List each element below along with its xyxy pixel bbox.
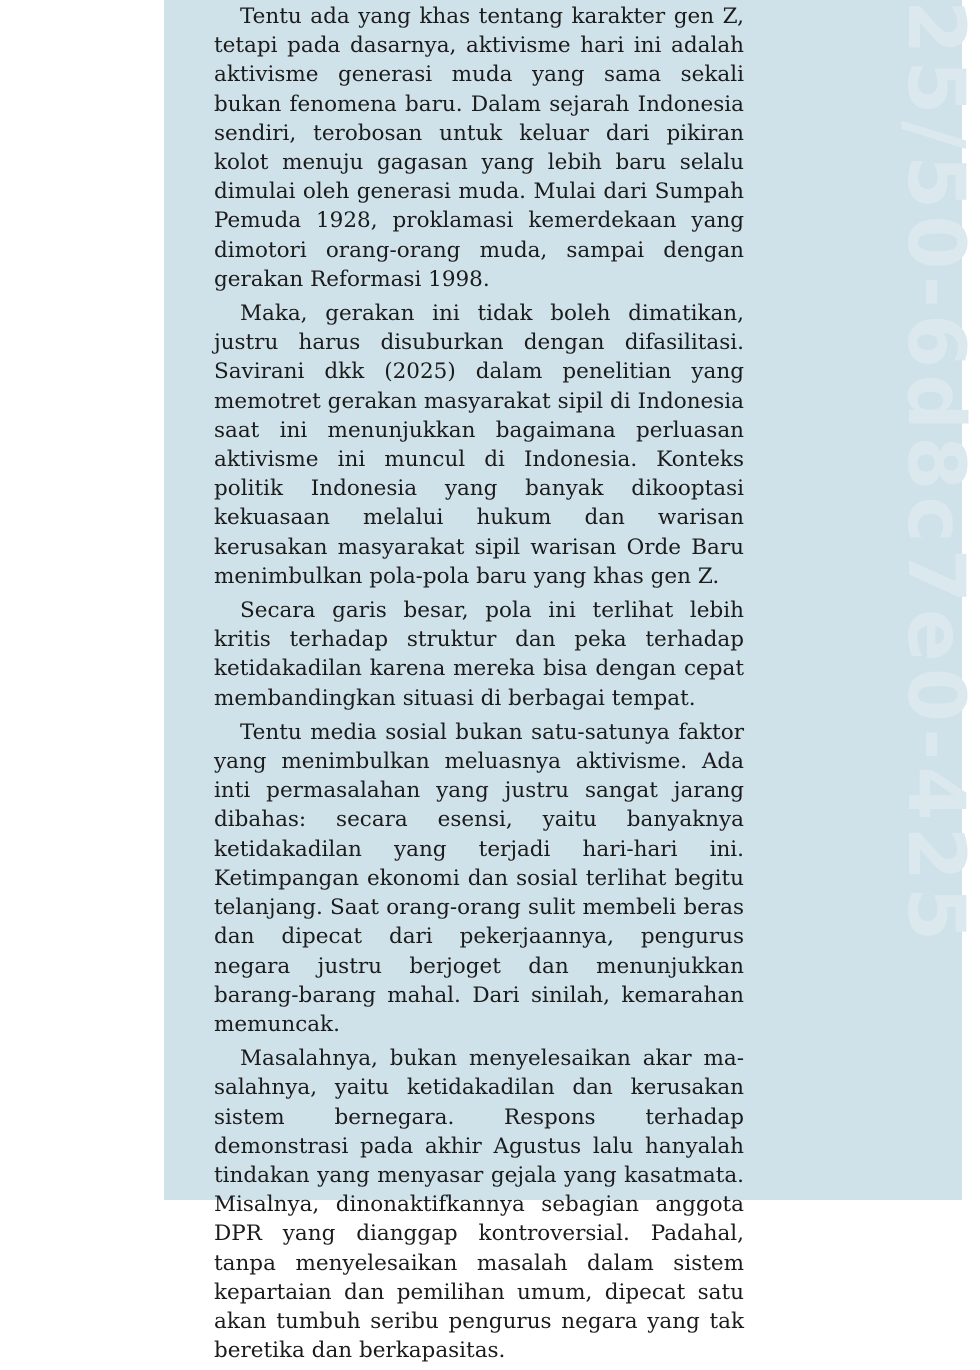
paragraph-5: Masalahnya, bukan menyelesaikan akar masalahnya, yaitu ketidakadilan dan kerusakan sistem bernegara. Respons terhadap demonstrasi pada akhir Agustus lalu hanyalah tindakan yang menyasar gejala yang kasatmata. Misalnya, dinonaktifkannya sebagian anggota DPR yang dianggap kontroversial. Padahal, tanpa menyelesaikan masalah dalam sistem kepartaian dan pemilihan umum, dipecat satu akan tumbuh seribu pengurus negara yang tak beretika dan berkapasitas. — [214, 1046, 744, 1364]
edition-watermark — [890, 0, 980, 1200]
newspaper-clipping — [164, 0, 980, 1364]
paragraph-1: Tentu ada yang khas tentang karakter gen Z, tetapi pada dasarnya, aktivisme hari ini adalah aktivisme generasi muda yang sama sekali bukan fenomena baru. Dalam sejarah Indonesia sendiri, terobosan untuk keluar dari pikiran kolot menuju gagasan yang lebih baru selalu dimulai oleh generasi muda. Mulai dari Sumpah Pemuda 1928, proklamasi kemerdekaan yang dimotori orang-orang muda, sampai dengan gerakan Reformasi 1998. — [214, 4, 744, 292]
paragraph-4: Tentu media sosial bukan satu-satunya faktor yang menimbulkan meluasnya aktivisme. Ada inti permasalahan yang justru sangat jarang dibahas: secara esensi, yaitu banyaknya ketidakadilan yang terjadi hari-hari ini. Ketimpangan ekonomi dan sosial terlihat begitu telanjang. Saat orang-orang sulit membeli beras dan dipecat dari pekerjaannya, pengurus negara justru berjoget dan menunjukkan barang-barang mahal. Dari sinilah, kemarahan memuncak. — [214, 719, 744, 1037]
paragraph-2: Maka, gerakan ini tidak boleh dimatikan, justru harus disuburkan dengan difasilitasi. Savirani dkk (2025) dalam penelitian yang memotret gerakan masyarakat sipil di Indonesia saat ini menunjukkan bagaimana perluasan aktivisme ini muncul di Indonesia. Konteks politik Indonesia yang banyak dikooptasi kekuasaan melalui hukum dan warisan kerusakan masyarakat sipil warisan Orde Baru menimbulkan pola-pola baru yang khas gen Z. — [214, 301, 744, 589]
article-column — [214, 2, 744, 1370]
paragraph-3: Secara garis besar, pola ini terlihat lebih kritis terhadap struktur dan peka terhadap ketidakadilan karena mereka bisa dengan cepat membandingkan situasi di berbagai tempat. — [214, 598, 744, 711]
watermark-text: 25/50-6d8c7e0-425 — [890, 0, 980, 948]
